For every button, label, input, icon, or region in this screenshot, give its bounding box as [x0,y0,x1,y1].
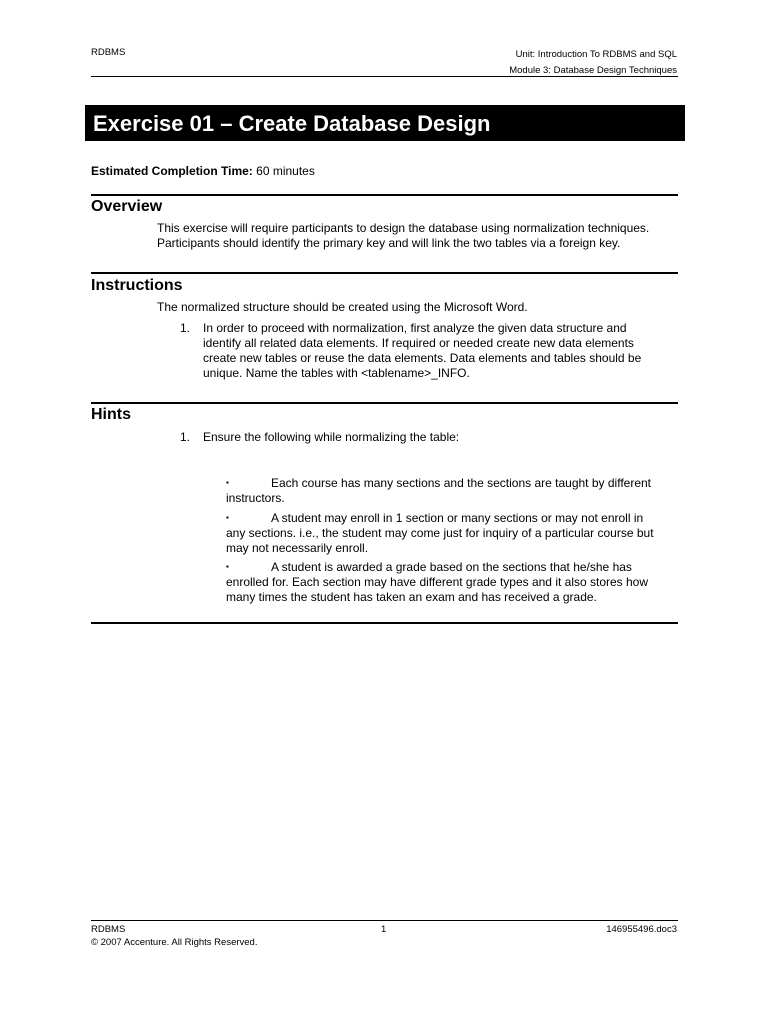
header-unit: Unit: Introduction To RDBMS and SQL [515,49,677,60]
bullet-line: may not necessarily enroll. [226,541,369,555]
instructions-title: Instructions [91,277,183,294]
header-rule [91,76,678,77]
instructions-intro: The normalized structure should be created using the Microsoft Word. [157,300,528,314]
copyright: © 2007 Accenture. All Rights Reserved. [91,937,258,948]
list-item-text: Ensure the following while normalizing the table: [203,430,460,444]
page-number: 1 [381,924,387,935]
list-number: 1. [180,321,191,335]
hint-bullet [226,559,678,605]
hints-title: Hints [91,406,131,423]
completion-time [91,164,315,178]
header-right [509,47,677,79]
bullet-line: many times the student has taken an exam and has received a grade. [226,590,597,604]
header-left: RDBMS [91,47,126,58]
bullet-line: any sections. i.e., the student may come just for inquiry of a particular course but [226,526,654,540]
hints-end-rule [91,622,678,624]
title-bar [85,105,685,141]
bullet-line: enrolled for. Each section may have different grade types and it also stores how [226,575,649,589]
hint-bullet [226,475,678,506]
hints-rule [91,402,678,404]
footer-rule [91,920,678,921]
overview-text [157,221,677,251]
overview-line: This exercise will require participants to design the database using normalization techniques. [157,221,650,235]
bullet-line: instructors. [226,491,285,505]
bullet-icon: ▪ [226,513,229,522]
hint-bullet [226,510,678,556]
bullet-icon: ▪ [226,478,229,487]
list-item-text [203,321,678,381]
overview-line: Participants should identify the primary key and will link the two tables via a foreign key. [157,236,621,250]
footer-left: RDBMS [91,924,126,935]
instructions-rule [91,272,678,274]
list-number: 1. [180,430,191,444]
page-title: Exercise 01 – Create Database Design [93,111,491,136]
completion-label: Estimated Completion Time: [91,164,253,178]
bullet-icon: ▪ [226,562,229,571]
completion-value: 60 minutes [256,164,315,178]
overview-title: Overview [91,198,163,215]
header-module: Module 3: Database Design Techniques [509,65,677,76]
list-item-line: create new tables or reuse the data elements. Data elements and tables should be [203,351,642,365]
doc-name: 146955496.doc3 [606,924,677,935]
bullet-line: Each course has many sections and the sections are taught by different [271,476,652,490]
list-item-line: unique. Name the tables with <tablename>_INFO. [203,366,470,380]
list-item-line: identify all related data elements. If required or needed create new data elements [203,336,634,350]
bullet-line: A student is awarded a grade based on the sections that he/she has [271,560,632,574]
overview-rule [91,194,678,196]
bullet-line: A student may enroll in 1 section or many sections or may not enroll in [271,511,644,525]
list-item-line: In order to proceed with normalization, first analyze the given data structure and [203,321,627,335]
